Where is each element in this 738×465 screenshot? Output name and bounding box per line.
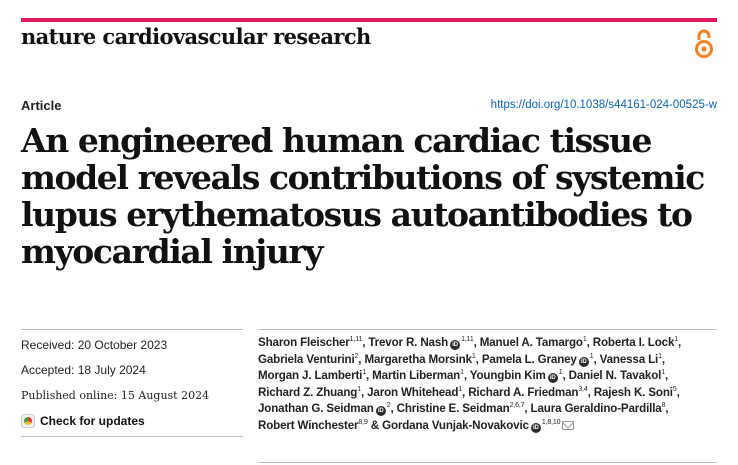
published-label: Published online:	[21, 389, 118, 402]
title-line: myocardial injury	[21, 232, 323, 271]
orcid-icon[interactable]: iD	[450, 340, 460, 350]
author-name-text: Pamela L. Graney	[481, 352, 577, 366]
author-name[interactable]	[382, 419, 574, 432]
author-name[interactable]	[258, 402, 390, 415]
author-name[interactable]	[372, 369, 464, 382]
author-name[interactable]	[594, 386, 677, 399]
author-name[interactable]	[258, 369, 366, 382]
author-name[interactable]	[600, 353, 662, 366]
dates-top-divider	[21, 329, 243, 330]
affiliation-superscript: 1	[558, 369, 563, 377]
author-name[interactable]	[258, 419, 368, 432]
authors-top-divider	[258, 329, 717, 330]
affiliation-superscript: 1	[661, 369, 665, 377]
author-name-text: Jaron Whitehead	[367, 385, 459, 399]
published-value: 15 August 2024	[120, 389, 210, 402]
author-name-text: Gabriela Venturini	[258, 352, 355, 366]
author-name[interactable]	[482, 353, 594, 366]
author-name-text: Margaretha Morsink	[364, 352, 472, 366]
received-date	[21, 338, 167, 352]
orcid-icon[interactable]: iD	[531, 423, 541, 433]
author-name-text: Roberta I. Lock	[592, 336, 675, 349]
affiliation-superscript: 8	[661, 402, 666, 410]
author-name[interactable]	[531, 402, 666, 415]
author-name[interactable]	[367, 386, 462, 399]
affiliation-superscript: 1	[460, 369, 464, 377]
author-name-text: Martin Liberman	[372, 369, 461, 382]
article-type-label: Article	[21, 98, 62, 113]
affiliation-superscript: 1	[458, 385, 463, 393]
affiliation-superscript: 1	[471, 352, 476, 360]
author-name-text: Vanessa Li	[599, 352, 659, 366]
crossmark-icon	[21, 414, 35, 428]
title-line: lupus erythematosus autoantibodies to	[21, 195, 692, 234]
author-name-text: Richard A. Friedman	[468, 385, 579, 399]
affiliation-superscript: 8,9	[358, 418, 368, 426]
open-access-icon	[692, 28, 716, 60]
author-name[interactable]	[480, 336, 587, 349]
email-icon[interactable]	[562, 421, 574, 430]
dates-bottom-divider	[21, 436, 243, 437]
author-name-text: Youngbin Kim	[469, 369, 546, 382]
affiliation-superscript: 1,11	[349, 336, 363, 344]
affiliation-superscript: 5	[672, 385, 677, 393]
affiliation-superscript: 1	[362, 369, 366, 377]
affiliation-superscript: 1,11	[461, 336, 474, 344]
author-name-text: Christine E. Seidman	[396, 402, 510, 415]
author-name[interactable]	[258, 353, 358, 366]
author-name[interactable]	[397, 402, 525, 415]
affiliation-superscript: 2	[354, 352, 359, 360]
orcid-icon[interactable]: iD	[548, 373, 558, 383]
author-name[interactable]	[364, 353, 475, 366]
affiliation-superscript: 3,4	[578, 385, 588, 393]
accepted-value: 18 July 2024	[77, 363, 146, 377]
received-label: Received:	[21, 338, 75, 352]
author-name[interactable]	[258, 336, 362, 349]
published-date	[21, 389, 209, 402]
author-name[interactable]	[258, 386, 361, 399]
accepted-label: Accepted:	[21, 363, 75, 377]
received-value: 20 October 2023	[77, 338, 168, 352]
author-name[interactable]	[593, 336, 678, 349]
author-name-text: Robert Winchester	[258, 418, 359, 432]
author-name-text: Manuel A. Tamargo	[479, 336, 583, 349]
author-name[interactable]	[569, 369, 665, 382]
check-for-updates-button[interactable]	[21, 414, 145, 428]
affiliation-superscript: 1	[582, 336, 587, 344]
author-name-text: Laura Geraldino-Pardilla	[530, 402, 662, 415]
affiliation-superscript: 2	[386, 402, 391, 410]
author-name-text: Trevor R. Nash	[368, 336, 449, 349]
affiliation-superscript: 1	[658, 352, 662, 360]
journal-accent-bar	[21, 18, 717, 22]
author-name-text: Jonathan G. Seidman	[258, 402, 374, 415]
doi-link[interactable]: https://doi.org/10.1038/s44161-024-00525-w	[490, 99, 717, 111]
affiliation-superscript: 1	[357, 385, 361, 393]
orcid-icon[interactable]: iD	[579, 357, 589, 367]
accepted-date	[21, 363, 146, 377]
author-list: Sharon Fleischer$^{1,11}$, Trevor R. Nash iD$^{1,11}$, Manuel A. Tamargo$^1$, Roberta I. Lock$^1$, Gabriela Venturini$^2$, Margaretha Morsink$^1$, Pamela L. Graney $iD^1$, Vanessa Li$^1$, Morgan J. Lamberti$^1$, Martin Liberman$^1$, Youngbin Kim $iD^1$, Daniel N. Tavakol$^1$, Richard Z. Zhuang$^1$, Jaron Whitehead$^1$, Richard A. Friedman$^{3,4}$, Rajesh K. Soni$^5$, Jonathan G. Seidman $iD^2$, Christine E. Seidman$^{2,6,7}$, Laura Geraldino-Pardilla$^8$, Robert Winchester$^{8,9}$ & Gordana Vunjak-Novakovic iD$^{1,8,10}$	[258, 336, 682, 432]
author-name-text: Daniel N. Tavakol	[568, 369, 662, 382]
affiliation-superscript: 1,8,10	[541, 418, 561, 426]
author-name-text: Gordana Vunjak-Novakovic	[382, 418, 529, 432]
author-name-text: Sharon Fleischer	[258, 336, 350, 349]
author-name-text: Rajesh K. Soni	[593, 385, 673, 399]
author-name[interactable]	[368, 336, 473, 349]
affiliation-superscript: 1	[589, 352, 594, 360]
authors-bottom-divider	[258, 462, 717, 463]
author-name[interactable]	[468, 386, 587, 399]
author-name-text: Morgan J. Lamberti	[258, 369, 363, 382]
orcid-icon[interactable]: iD	[376, 406, 386, 416]
title-line: model reveals contributions of systemic	[21, 158, 704, 197]
author-name[interactable]	[470, 369, 563, 382]
affiliation-superscript: 2,6,7	[509, 402, 525, 410]
check-for-updates-label: Check for updates	[40, 414, 145, 428]
author-name-text: Richard Z. Zhuang	[258, 385, 358, 399]
title-line: An engineered human cardiac tissue	[21, 121, 652, 160]
affiliation-superscript: 1	[674, 336, 679, 344]
journal-name[interactable]: nature cardiovascular research	[21, 24, 371, 49]
article-title	[21, 122, 721, 270]
